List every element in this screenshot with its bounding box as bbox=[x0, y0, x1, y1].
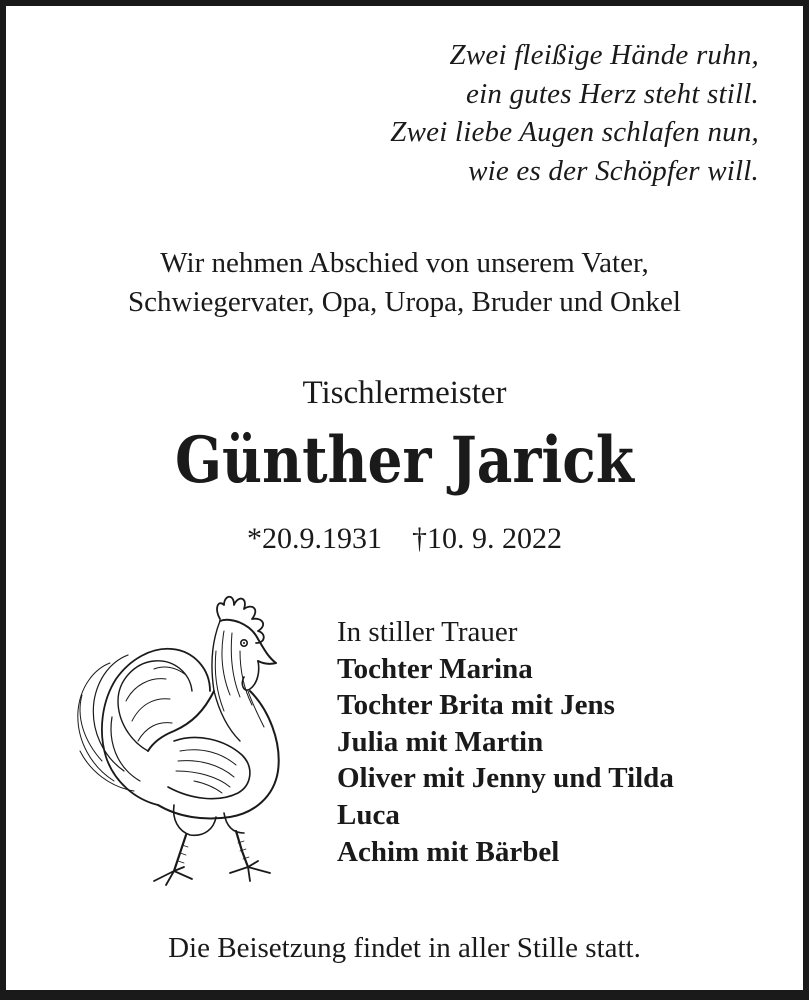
poem-line: ein gutes Herz steht still. bbox=[466, 77, 759, 110]
funeral-notice: Die Beisetzung findet in aller Stille statt. bbox=[168, 932, 641, 964]
poem-line: Zwei liebe Augen schlafen nun, bbox=[390, 116, 759, 148]
memorial-poem bbox=[390, 36, 759, 190]
mourner-name: Tochter Marina bbox=[337, 652, 533, 685]
birth-date: *20.9.1931 bbox=[247, 522, 382, 555]
farewell-line: Schwiegervater, Opa, Uropa, Bruder und Onkel bbox=[128, 286, 681, 318]
mourner-name: Oliver mit Jenny und Tilda bbox=[337, 762, 674, 795]
mourner-name: Tochter Brita mit Jens bbox=[337, 689, 615, 722]
mourner-name: Achim mit Bärbel bbox=[337, 835, 560, 868]
mourners-list bbox=[337, 614, 674, 870]
mourner-name: Julia mit Martin bbox=[337, 725, 544, 758]
deceased-name: Günther Jarick bbox=[175, 423, 634, 498]
poem-line: Zwei fleißige Hände ruhn, bbox=[449, 39, 759, 71]
life-dates bbox=[6, 519, 803, 559]
farewell-line: Wir nehmen Abschied von unserem Vater, bbox=[160, 247, 649, 279]
farewell-statement bbox=[6, 244, 803, 322]
rooster-icon bbox=[54, 591, 294, 891]
mourner-name: Luca bbox=[337, 798, 400, 831]
deceased-profession: Tischlermeister bbox=[302, 375, 507, 411]
death-date: †10. 9. 2022 bbox=[412, 522, 562, 555]
poem-line: wie es der Schöpfer will. bbox=[468, 154, 759, 187]
mourners-lead: In stiller Trauer bbox=[337, 616, 518, 648]
